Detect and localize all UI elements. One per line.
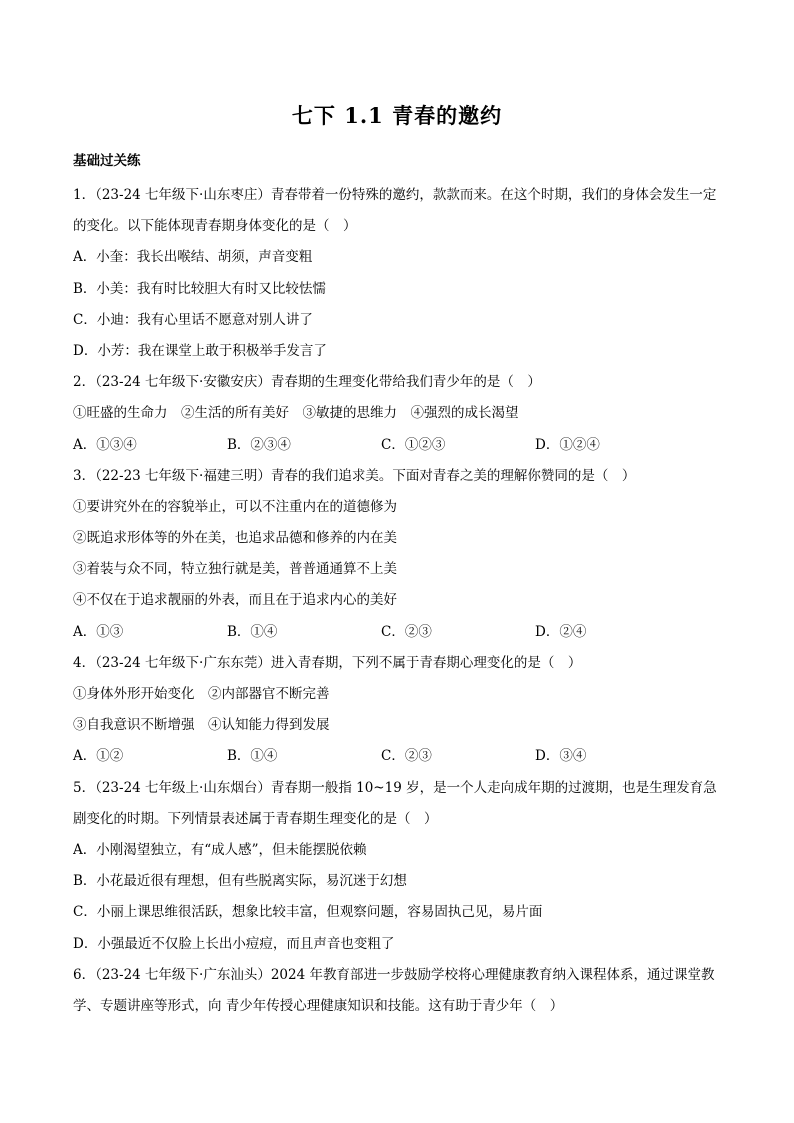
question-1-option-a: A．小奎：我长出喉结、胡须，声音变粗 bbox=[73, 249, 313, 266]
question-4-item-row-1: ①身体外形开始变化 ②内部器官不断完善 bbox=[73, 686, 330, 703]
question-2-option-a: A．①③④ bbox=[73, 436, 137, 453]
question-5-stem: 5．（23-24 七年级上·山东烟台）青春期一般指 10~19 岁，是一个人走向成年期的过渡期，也是生理发育急剧变化的时期。下列情景表述属于青春期生理变化的是（ ） bbox=[73, 779, 717, 827]
question-2-items: ①旺盛的生命力 ②生活的所有美好 ③敏捷的思维力 ④强烈的成长渴望 bbox=[73, 405, 519, 422]
question-3-item-2: ②既追求形体等的外在美，也追求品德和修养的内在美 bbox=[73, 530, 397, 547]
question-3-option-d: D．②④ bbox=[535, 623, 587, 640]
question-3-option-c: C．②③ bbox=[381, 623, 432, 640]
question-3-item-1: ①要讲究外在的容貌举止，可以不注重内在的道德修为 bbox=[73, 498, 397, 515]
question-3-stem: 3．（22-23 七年级下·福建三明）青春的我们追求美。下面对青春之美的理解你赞同的是（ ） bbox=[73, 467, 636, 484]
page-title: 七下 1.1 青春的邀约 bbox=[291, 103, 503, 128]
question-5-option-a: A．小刚渴望独立，有“成人感”，但未能摆脱依赖 bbox=[73, 842, 367, 858]
question-4-stem: 4．（23-24 七年级下·广东东莞）进入青春期，下列不属于青春期心理变化的是（ ） bbox=[73, 654, 582, 671]
question-2-option-c: C．①②③ bbox=[381, 436, 446, 453]
question-1-option-b: B．小美：我有时比较胆大有时又比较怯懦 bbox=[73, 280, 326, 297]
question-4-option-a: A．①② bbox=[73, 748, 124, 765]
question-1-option-c: C．小迪：我有心里话不愿意对别人讲了 bbox=[73, 311, 313, 328]
question-5-option-b: B．小花最近很有理想，但有些脱离实际，易沉迷于幻想 bbox=[73, 873, 407, 890]
question-3-item-4: ④不仅在于追求靓丽的外表，而且在于追求内心的美好 bbox=[73, 592, 397, 609]
question-4-option-b: B．①④ bbox=[227, 748, 278, 765]
question-5-option-c: C．小丽上课思维很活跃，想象比较丰富，但观察问题，容易固执己见，易片面 bbox=[73, 904, 543, 921]
question-2-option-b: B．②③④ bbox=[227, 436, 291, 453]
question-4-options bbox=[73, 741, 723, 772]
question-4-option-d: D．③④ bbox=[535, 748, 587, 765]
question-2-stem: 2．（23-24 七年级下·安徽安庆）青春期的生理变化带给我们青少年的是（ ） bbox=[73, 374, 541, 391]
question-list bbox=[73, 180, 723, 1022]
question-1-stem: 1．（23-24 七年级下·山东枣庄）青春带着一份特殊的邀约，款款而来。在这个时期，我们的身体会发生一定的变化。以下能体现青春期身体变化的是（ ） bbox=[73, 187, 717, 235]
question-3-option-b: B．①④ bbox=[227, 623, 278, 640]
question-1-option-d: D．小芳：我在课堂上敢于积极举手发言了 bbox=[73, 342, 327, 359]
question-4-item-row-2: ③自我意识不断增强 ④认知能力得到发展 bbox=[73, 717, 330, 734]
question-2-options bbox=[73, 430, 723, 461]
question-6-stem: 6．（23-24 七年级下·广东汕头）2024 年教育部进一步鼓励学校将心理健康教育纳入课程体系，通过课堂教学、专题讲座等形式，向 青少年传授心理健康知识和技能。这有助于青少年（ ） bbox=[73, 966, 715, 1014]
question-3-option-a: A．①③ bbox=[73, 623, 124, 640]
question-3-options bbox=[73, 617, 723, 648]
question-5-option-d: D．小强最近不仅脸上长出小痘痘，而且声音也变粗了 bbox=[73, 935, 395, 952]
question-2-option-d: D．①②④ bbox=[535, 436, 600, 453]
question-3-item-3: ③着装与众不同，特立独行就是美，普普通通算不上美 bbox=[73, 561, 397, 578]
question-4-option-c: C．②③ bbox=[381, 748, 432, 765]
section-heading: 基础过关练 bbox=[73, 153, 141, 169]
